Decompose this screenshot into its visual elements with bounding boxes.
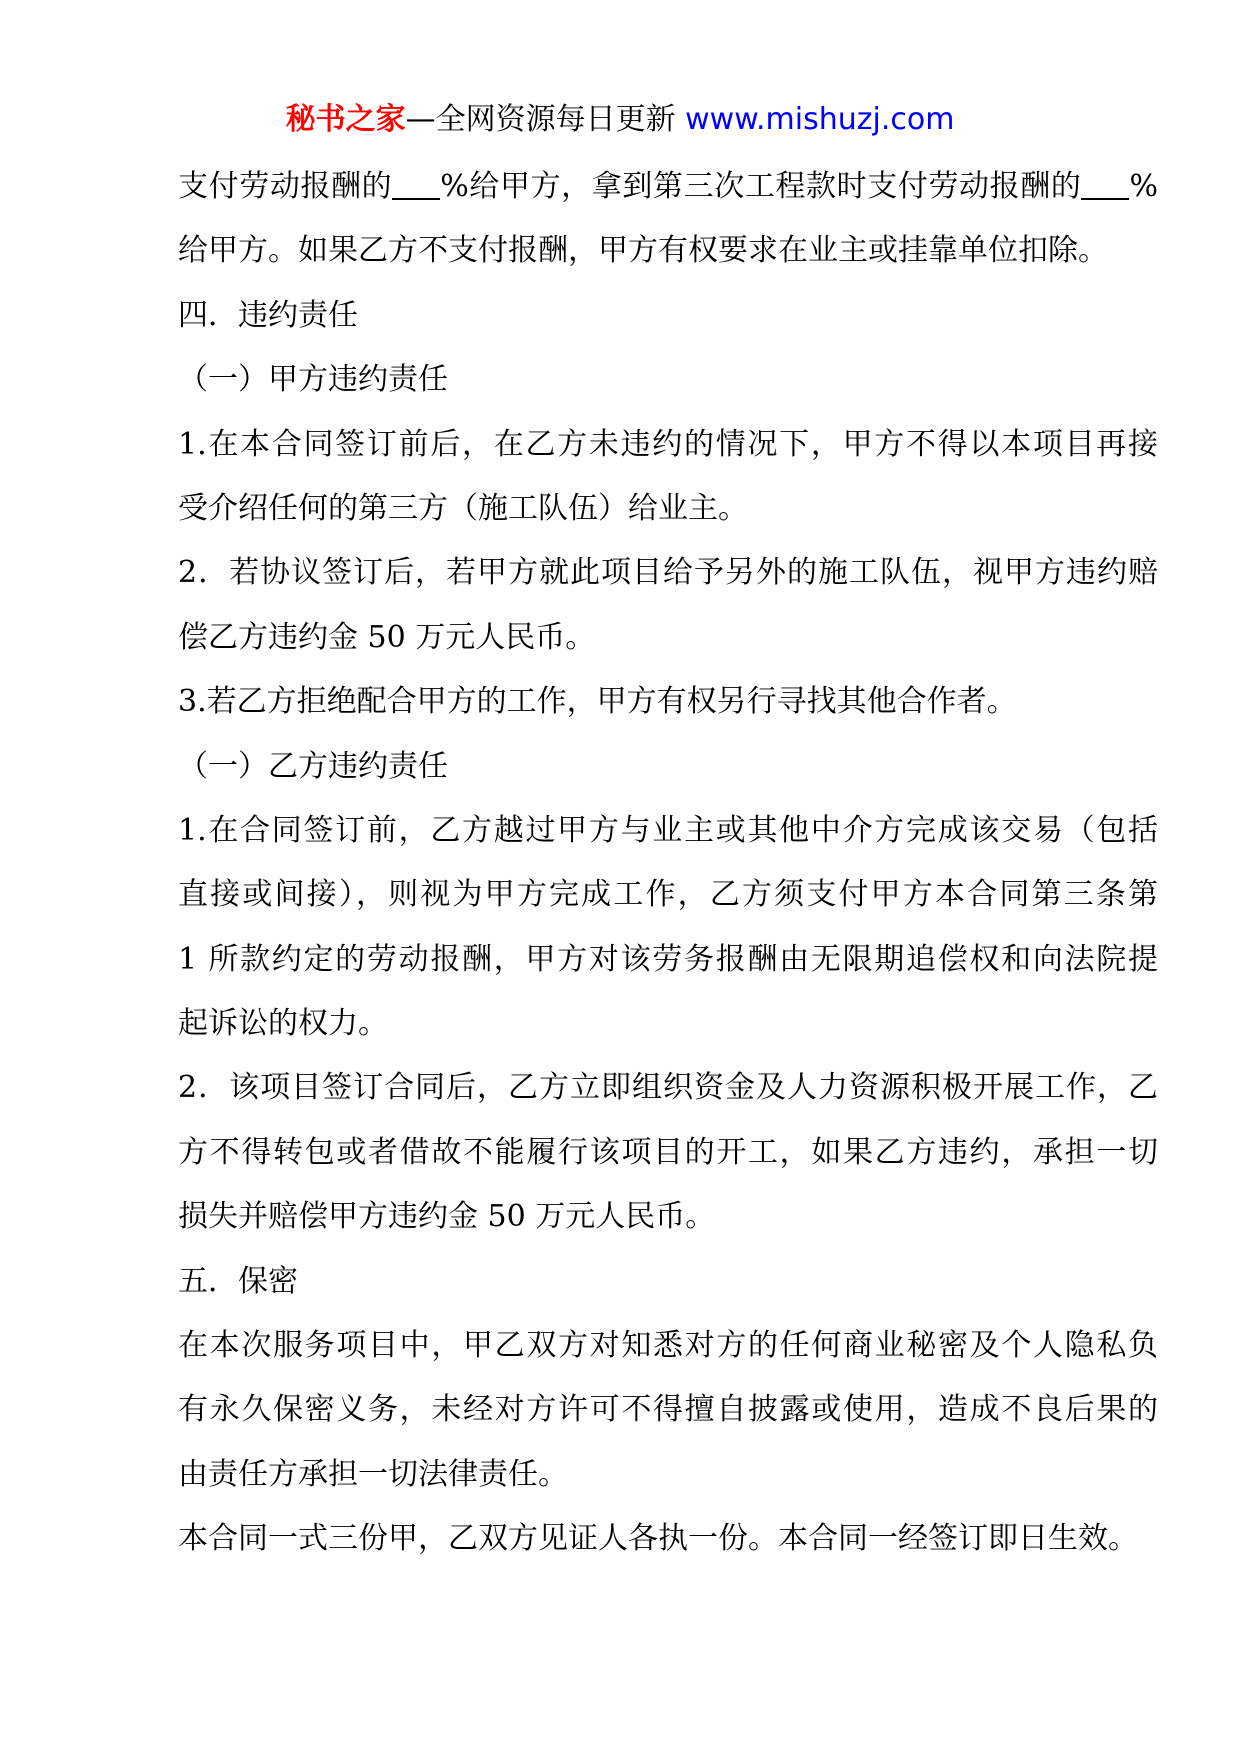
paragraph-line: 1 所款约定的劳动报酬，甲方对该劳务报酬由无限期追偿权和向法院提	[178, 941, 1158, 977]
paragraph-line: 在本次服务项目中，甲乙双方对知悉对方的任何商业秘密及个人隐私负	[178, 1328, 1158, 1364]
fill-blank	[1081, 170, 1129, 200]
fill-blank	[392, 170, 440, 200]
paragraph-line: 方不得转包或者借故不能履行该项目的开工，如果乙方违约，承担一切	[178, 1134, 1158, 1170]
paragraph-line: 3.若乙方拒绝配合甲方的工作，甲方有权另行寻找其他合作者。	[178, 684, 1017, 720]
paragraph-line: 损失并赔偿甲方违约金 50 万元人民币。	[178, 1199, 716, 1235]
paragraph-line: 本合同一式三份甲，乙双方见证人各执一份。本合同一经签订即日生效。	[178, 1521, 1138, 1557]
paragraph-line: 起诉讼的权力。	[178, 1006, 388, 1042]
paragraph-line: 1.在合同签订前，乙方越过甲方与业主或其他中介方完成该交易（包括	[178, 812, 1158, 848]
section-heading: 四．违约责任	[178, 297, 358, 333]
line-text: %给甲方，拿到第三次工程款时支付劳动报酬的	[440, 169, 1082, 204]
paragraph-line: 2．若协议签订后，若甲方就此项目给予另外的施工队伍，视甲方违约赔	[178, 555, 1158, 591]
paragraph-line	[178, 155, 1158, 219]
paragraph-line: 给甲方。如果乙方不支付报酬，甲方有权要求在业主或挂靠单位扣除。	[178, 233, 1108, 269]
site-header	[0, 100, 1240, 140]
paragraph-line: 受介绍任何的第三方（施工队伍）给业主。	[178, 490, 748, 526]
paragraph-line: 2．该项目签订合同后，乙方立即组织资金及人力资源积极开展工作，乙	[178, 1070, 1158, 1106]
subsection-heading: （一）乙方违约责任	[178, 748, 448, 784]
line-text: %	[1129, 169, 1158, 204]
paragraph-line: 1.在本合同签订前后，在乙方未违约的情况下，甲方不得以本项目再接	[178, 426, 1158, 462]
header-brand: 秘书之家	[285, 102, 406, 137]
section-heading: 五．保密	[178, 1263, 298, 1299]
paragraph-line: 偿乙方违约金 50 万元人民币。	[178, 619, 596, 655]
header-url[interactable]: www.mishuzj.com	[685, 102, 955, 137]
contract-body	[178, 155, 1158, 1572]
paragraph-line: 直接或间接），则视为甲方完成工作，乙方须支付甲方本合同第三条第	[178, 877, 1158, 913]
header-tagline: —全网资源每日更新	[405, 102, 686, 137]
paragraph-line: 由责任方承担一切法律责任。	[178, 1456, 568, 1492]
line-text: 支付劳动报酬的	[178, 169, 393, 204]
paragraph-line: 有永久保密义务，未经对方许可不得擅自披露或使用，造成不良后果的	[178, 1392, 1158, 1428]
subsection-heading: （一）甲方违约责任	[178, 362, 448, 398]
